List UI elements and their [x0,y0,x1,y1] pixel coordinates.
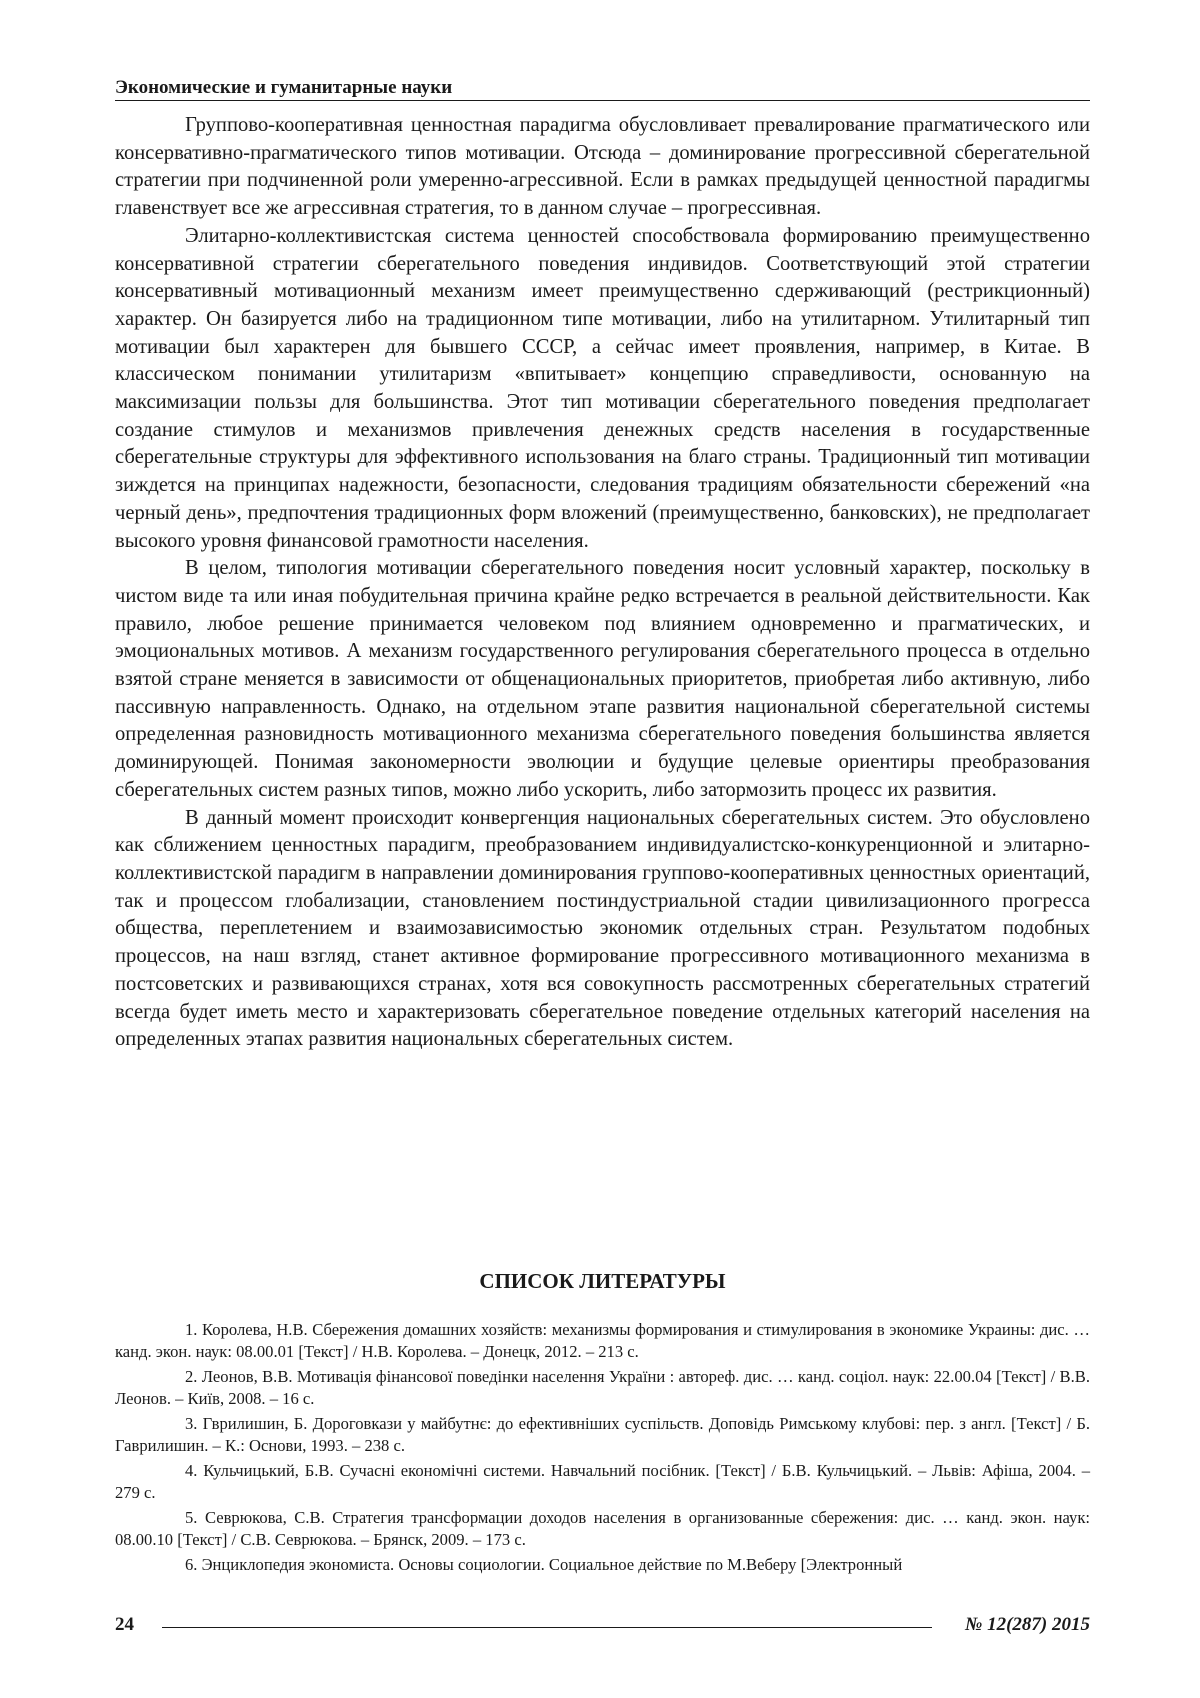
article-body [115,112,1090,1054]
body-paragraph: Группово-кооперативная ценностная парадигма обусловливает превалирование прагматического или консервативно-прагматического типов мотивации. Отсюда – доминирование прогрессивной сберегательной стратегии при подчиненной роли умеренно-агрессивной. Если в рамках предыдущей ценностной парадигмы главенствует все же агрессивная стратегия, то в данном случае – прогрессивная. [115,112,1090,223]
page-footer [115,1612,1090,1638]
reference-item: 1. Королева, Н.В. Сбережения домашних хозяйств: механизмы формирования и стимулирования в экономике Украины: дис. … канд. экон. наук: 08.00.01 [Текст] / Н.В. Королева. – Донецк, 2012. – 213 с. [115,1319,1090,1362]
reference-item: 5. Севрюкова, С.В. Стратегия трансформации доходов населения в организованные сбережения: дис. … канд. экон. наук: 08.00.10 [Текст] / С.В. Севрюкова. – Брянск, 2009. – 173 с. [115,1507,1090,1550]
reference-item: 4. Кульчицький, Б.В. Сучасні економічні системи. Навчальний посібник. [Текст] / Б.В. Кульчицький. – Львів: Афіша, 2004. – 279 с. [115,1460,1090,1503]
reference-item: 3. Гврилишин, Б. Дороговкази у майбутнє: до ефективніших суспільств. Доповідь Римському клубові: пер. з англ. [Текст] / Б. Гаврилишин. – К.: Основи, 1993. – 238 с. [115,1413,1090,1456]
reference-item: 2. Леонов, В.В. Мотивація фінансової поведінки населення України : автореф. дис. … канд. соціол. наук: 22.00.04 [Текст] / В.В. Леонов. – Київ, 2008. – 16 с. [115,1366,1090,1409]
page-number: 24 [115,1612,134,1638]
body-paragraph: В данный момент происходит конвергенция национальных сберегательных систем. Это обусловлено как сближением ценностных парадигм, преобразованием индивидуалистско-конкуренционной и элитарно-коллективистской парадигм в направлении доминирования группово-кооперативных ценностных ориентаций, так и процессом глобализации, становлением постиндустриальной стадии цивилизационного прогресса общества, переплетением и взаимозависимостью экономик отдельных стран. Результатом подобных процессов, на наш взгляд, станет активное формирование прогрессивного мотивационного механизма в постсоветских и развивающихся странах, хотя вся совокупность рассмотренных сберегательных стратегий всегда будет иметь место и характеризовать сберегательное поведение отдельных категорий населения на определенных этапах развития национальных сберегательных систем. [115,805,1090,1054]
journal-page [0,0,1200,1698]
body-paragraph: В целом, типология мотивации сберегательного поведения носит условный характер, поскольку в чистом виде та или иная побудительная причина крайне редко встречается в реальной действительности. Как правило, любое решение принимается человеком под влиянием одновременно и прагматических, и эмоциональных мотивов. А механизм государственного регулирования сберегательного процесса в отдельно взятой стране меняется в зависимости от общенациональных приоритетов, приобретая либо активную, либо пассивную направленность. Однако, на отдельном этапе развития национальной сберегательной системы определенная разновидность мотивационного механизма сберегательного поведения большинства является доминирующей. Понимая закономерности эволюции и будущие целевые ориентиры преобразования сберегательных систем разных типов, можно либо ускорить, либо затормозить процесс их развития. [115,555,1090,804]
journal-section-title: Экономические и гуманитарные науки [115,77,452,99]
body-paragraph: Элитарно-коллективистская система ценностей способствовала формированию преимущественно консервативной стратегии сберегательного поведения индивидов. Соответствующий этой стратегии консервативный мотивационный механизм имеет преимущественно сдерживающий (рестрикционный) характер. Он базируется либо на традиционном типе мотивации, либо на утилитарном. Утилитарный тип мотивации был характерен для бывшего СССР, а сейчас имеет проявления, например, в Китае. В классическом понимании утилитаризм «впитывает» концепцию справедливости, основанную на максимизации пользы для большинства. Этот тип мотивации сберегательного поведения предполагает создание стимулов и механизмов привлечения денежных средств населения в государственные сберегательные структуры для эффективного использования на благо страны. Традиционный тип мотивации зиждется на принципах надежности, безопасности, следования традициям обязательности сбережений «на черный день», предпочтения традиционных форм вложений (преимущественно, банковских), не предполагает высокого уровня финансовой грамотности населения. [115,223,1090,555]
running-header [115,74,1090,101]
reference-item: 6. Энциклопедия экономиста. Основы социологии. Социальное действие по М.Веберу [Электронный [115,1554,1090,1576]
references-title: СПИСОК ЛИТЕРАТУРЫ [115,1268,1090,1294]
footer-divider [162,1627,932,1628]
references-list [115,1319,1090,1580]
issue-number: № 12(287) 2015 [965,1612,1090,1638]
